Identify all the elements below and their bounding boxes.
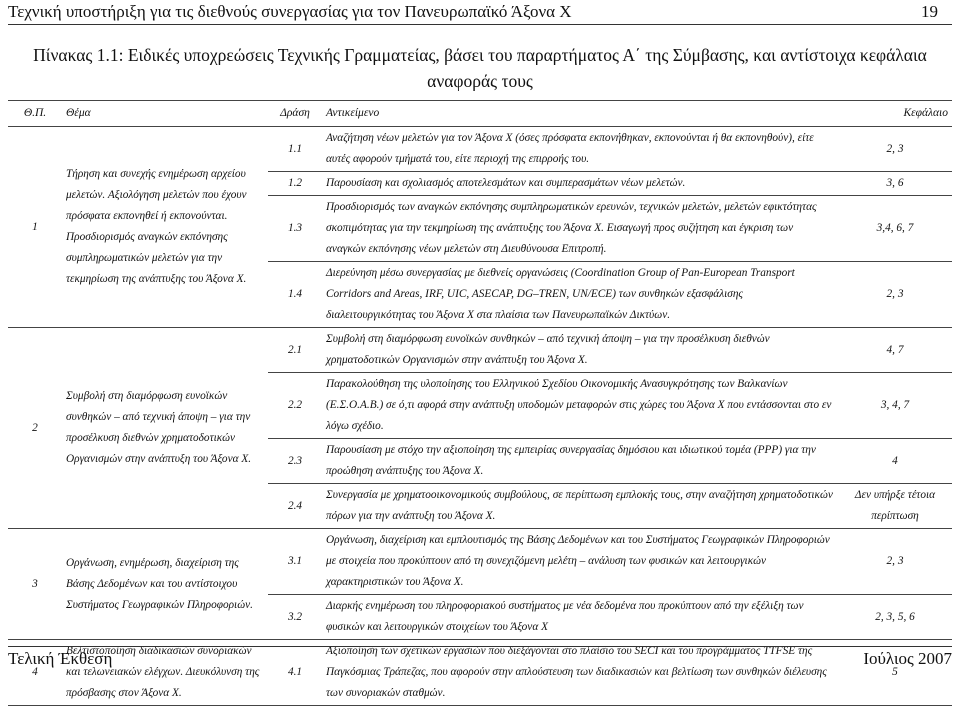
row-keimeno: Αναζήτηση νέων μελετών για τον Άξονα Χ (όσες πρόσφατα εκπονήθηκαν, εκπονούνται ή θα εκπονηθούν), είτε αυτές αφορούν τμήματά του, είτε περιοχή της επιρροής του. xyxy=(322,127,838,172)
row-kefalaio: 2, 3 xyxy=(838,529,952,595)
table-caption xyxy=(10,42,950,94)
group-thema: Οργάνωση, ενημέρωση, διαχείριση της Βάσης Δεδομένων και του αντίστοιχου Συστήματος Γεωγραφικών Πληροφοριών. xyxy=(62,529,268,640)
page-header xyxy=(8,0,952,25)
row-keimeno: Παρουσίαση και σχολιασμός αποτελεσμάτων και συμπερασμάτων νέων μελετών. xyxy=(322,172,838,196)
obligations-table xyxy=(8,100,952,706)
group-num: 3 xyxy=(8,529,62,640)
row-drasi: 1.2 xyxy=(268,172,322,196)
table-row xyxy=(8,529,952,595)
row-keimeno: Αξιοποίηση των σχετικών εργασιών που διεξάγονται στο πλαίσιο του SECI και του προγράμματος TTFSE της Παγκόσμιας Τράπεζας, που αφορούν στην απλούστευση των διαδικασιών και βελτίωση των συνθηκών διέλευσης των συνοριακών σταθμών. xyxy=(322,640,838,706)
group-thema: Τήρηση και συνεχής ενημέρωση αρχείου μελετών. Αξιολόγηση μελετών που έχουν πρόσφατα εκπονηθεί ή εκπονούνται. Προσδιορισμός αναγκών εκπόνησης συμπληρωματικών μελετών για την τεκμηρίωση της ανάπτυξης του Άξονα Χ. xyxy=(62,127,268,328)
row-kefalaio: 2, 3, 5, 6 xyxy=(838,595,952,640)
row-drasi: 1.4 xyxy=(268,262,322,328)
row-drasi: 1.1 xyxy=(268,127,322,172)
group-num: 1 xyxy=(8,127,62,328)
row-drasi: 2.3 xyxy=(268,439,322,484)
row-kefalaio: Δεν υπήρξε τέτοια περίπτωση xyxy=(838,484,952,529)
row-drasi: 2.4 xyxy=(268,484,322,529)
row-keimeno: Διαρκής ενημέρωση του πληροφοριακού συστήματος με νέα δεδομένα που προκύπτουν από την εξέλιξη των φυσικών και λειτουργικών στοιχείων του Άξονα Χ xyxy=(322,595,838,640)
row-drasi: 2.1 xyxy=(268,328,322,373)
page-footer xyxy=(8,646,952,669)
row-keimeno: Παρακολούθηση της υλοποίησης του Ελληνικού Σχεδίου Οικονομικής Ανασυγκρότησης των Βαλκανίων (Ε.Σ.Ο.Α.Β.) σε ό,τι αφορά στην ανάπτυξη υποδομών μεταφορών στις χώρες του Άξονα Χ που εντάσσονται στο εν λόγω σχέδιο. xyxy=(322,373,838,439)
header-num: Θ.Π. xyxy=(8,101,62,127)
row-drasi: 3.1 xyxy=(268,529,322,595)
row-kefalaio: 4 xyxy=(838,439,952,484)
caption-line-2: αναφοράς τους xyxy=(427,71,533,91)
row-kefalaio: 3,4, 6, 7 xyxy=(838,196,952,262)
row-kefalaio: 4, 7 xyxy=(838,328,952,373)
row-keimeno: Προσδιορισμός των αναγκών εκπόνησης συμπληρωματικών ερευνών, τεχνικών μελετών, μελετών εφικτότητας σκοπιμότητας για την τεκμηρίωση της ανάπτυξης του Άξονα Χ. Εισαγωγή προς συζήτηση και έγκριση των αναγκών εκπόνησης νέων μελετών στη Διευθύνουσα Επιτροπή. xyxy=(322,196,838,262)
row-kefalaio: 2, 3 xyxy=(838,127,952,172)
row-keimeno: Συνεργασία με χρηματοοικονομικούς συμβούλους, σε περίπτωση εμπλοκής τους, στην αναζήτηση χρηματοδοτικών πόρων για την ανάπτυξη του Άξονα Χ. xyxy=(322,484,838,529)
table-header-row xyxy=(8,101,952,127)
row-kefalaio: 2, 3 xyxy=(838,262,952,328)
row-keimeno: Συμβολή στη διαμόρφωση ευνοϊκών συνθηκών – από τεχνική άποψη – για την προσέλκυση διεθνών χρηματοδοτικών Οργανισμών στην ανάπτυξη του Άξονα Χ. xyxy=(322,328,838,373)
group-thema: Βελτιστοποίηση διαδικασιών συνοριακών και τελωνειακών ελέγχων. Διευκόλυνση της πρόσβασης στον Άξονα Χ. xyxy=(62,640,268,706)
row-drasi: 1.3 xyxy=(268,196,322,262)
header-keimeno: Αντικείμενο xyxy=(322,101,838,127)
footer-right: Ιούλιος 2007 xyxy=(863,649,952,668)
footer-left: Τελική Έκθεση xyxy=(8,649,113,668)
header-drasi: Δράση xyxy=(268,101,322,127)
row-keimeno: Οργάνωση, διαχείριση και εμπλουτισμός της Βάσης Δεδομένων και του Συστήματος Γεωγραφικών Πληροφοριών με στοιχεία που προκύπτουν από τη συνεχιζόμενη μελέτη – ανάλυση των φυσικών και λειτουργικών χαρακτηριστικών του Άξονα Χ. xyxy=(322,529,838,595)
row-drasi: 2.2 xyxy=(268,373,322,439)
page-number: 19 xyxy=(921,2,938,21)
row-drasi: 4.1 xyxy=(268,640,322,706)
table-row xyxy=(8,127,952,172)
row-kefalaio: 3, 4, 7 xyxy=(838,373,952,439)
header-kefalaio: Κεφάλαιο xyxy=(838,101,952,127)
group-num: 2 xyxy=(8,328,62,529)
header-title: Τεχνική υποστήριξη για τις διεθνούς συνεργασίας για τον Πανευρωπαϊκό Άξονα Χ xyxy=(8,2,572,21)
caption-line-1: Πίνακας 1.1: Ειδικές υποχρεώσεις Τεχνικής Γραμματείας, βάσει του παραρτήματος Α΄ της Σύμβασης, και αντίστοιχα κεφάλαια xyxy=(33,45,927,65)
group-thema: Συμβολή στη διαμόρφωση ευνοϊκών συνθηκών – από τεχνική άποψη – για την προσέλκυση διεθνών χρηματοδοτικών Οργανισμών στην ανάπτυξη του Άξονα Χ. xyxy=(62,328,268,529)
table-row xyxy=(8,328,952,373)
row-keimeno: Διερεύνηση μέσω συνεργασίας με διεθνείς οργανώσεις (Coordination Group of Pan-European Transport Corridors and Areas, IRF, UIC, ASECAP, DG–TREN, UN/ECE) των συνθηκών εξασφάλισης διαλειτουργικότητας του Άξονα Χ στα πλαίσια των Πανευρωπαϊκών Δικτύων. xyxy=(322,262,838,328)
header-thema: Θέμα xyxy=(62,101,268,127)
row-keimeno: Παρουσίαση με στόχο την αξιοποίηση της εμπειρίας συνεργασίας δημόσιου και ιδιωτικού τομέα (PPP) για την προώθηση ανάπτυξης του Άξονα Χ. xyxy=(322,439,838,484)
row-kefalaio: 5 xyxy=(838,640,952,706)
group-num: 4 xyxy=(8,640,62,706)
row-drasi: 3.2 xyxy=(268,595,322,640)
row-kefalaio: 3, 6 xyxy=(838,172,952,196)
